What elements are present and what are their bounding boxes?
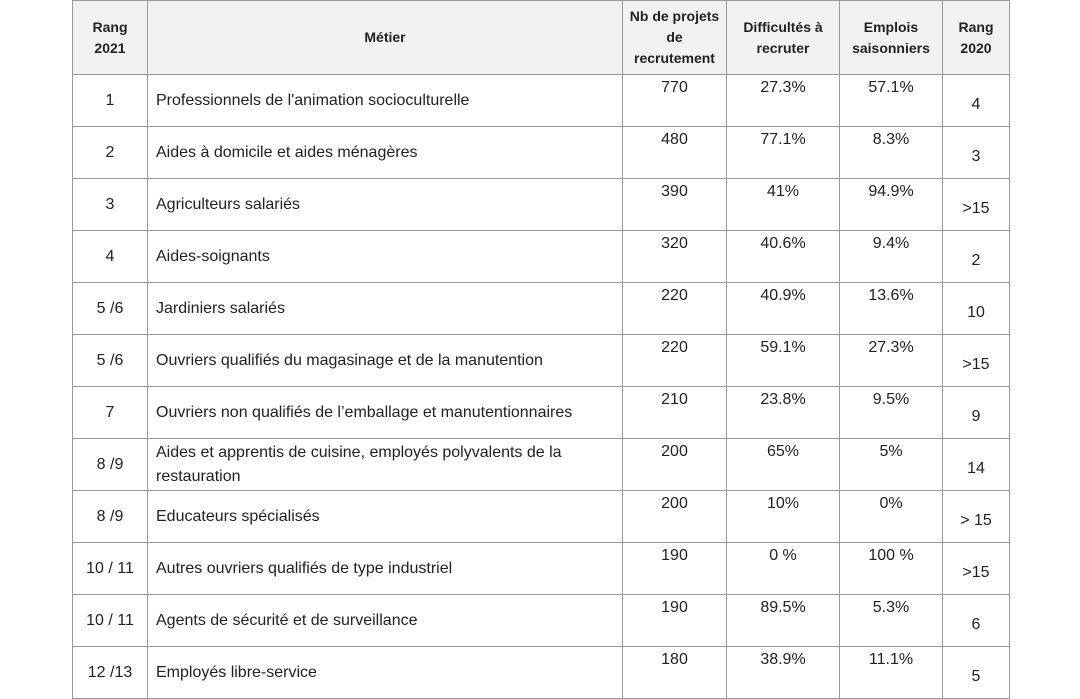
cell-metier: Agents de sécurité et de surveillance — [148, 595, 623, 647]
cell-nb-projets: 200 — [623, 439, 727, 491]
cell-nb-projets: 480 — [623, 127, 727, 179]
cell-rang-2020: 2 — [943, 231, 1010, 283]
header-emplois-saisonniers: Emplois saisonniers — [840, 1, 943, 75]
cell-difficultes: 89.5% — [727, 595, 840, 647]
cell-difficultes: 27.3% — [727, 75, 840, 127]
header-metier: Métier — [148, 1, 623, 75]
cell-nb-projets: 390 — [623, 179, 727, 231]
cell-nb-projets: 210 — [623, 387, 727, 439]
cell-emplois-saisonniers: 5% — [840, 439, 943, 491]
table-row — [73, 543, 1010, 595]
cell-rang-2020: 9 — [943, 387, 1010, 439]
cell-rang-2021: 8 /9 — [73, 439, 148, 491]
table-row — [73, 179, 1010, 231]
cell-rang-2020: 3 — [943, 127, 1010, 179]
table-body — [73, 75, 1010, 699]
cell-difficultes: 0 % — [727, 543, 840, 595]
cell-emplois-saisonniers: 11.1% — [840, 647, 943, 699]
table-row — [73, 75, 1010, 127]
cell-metier: Ouvriers qualifiés du magasinage et de la manutention — [148, 335, 623, 387]
table-row — [73, 231, 1010, 283]
table-row — [73, 439, 1010, 491]
cell-nb-projets: 220 — [623, 283, 727, 335]
cell-rang-2020: 6 — [943, 595, 1010, 647]
cell-rang-2020: 5 — [943, 647, 1010, 699]
table-row — [73, 595, 1010, 647]
cell-difficultes: 77.1% — [727, 127, 840, 179]
cell-emplois-saisonniers: 5.3% — [840, 595, 943, 647]
cell-metier: Aides-soignants — [148, 231, 623, 283]
cell-rang-2020: >15 — [943, 179, 1010, 231]
cell-rang-2021: 10 / 11 — [73, 543, 148, 595]
cell-rang-2020: 4 — [943, 75, 1010, 127]
cell-nb-projets: 180 — [623, 647, 727, 699]
cell-difficultes: 40.6% — [727, 231, 840, 283]
table-row — [73, 127, 1010, 179]
cell-emplois-saisonniers: 57.1% — [840, 75, 943, 127]
table-row — [73, 283, 1010, 335]
cell-rang-2021: 8 /9 — [73, 491, 148, 543]
cell-metier: Educateurs spécialisés — [148, 491, 623, 543]
header-nb-projets: Nb de projets de recrutement — [623, 1, 727, 75]
cell-rang-2021: 3 — [73, 179, 148, 231]
cell-rang-2021: 4 — [73, 231, 148, 283]
cell-metier: Aides et apprentis de cuisine, employés polyvalents de la restauration — [148, 439, 623, 491]
cell-rang-2021: 5 /6 — [73, 283, 148, 335]
cell-metier: Agriculteurs salariés — [148, 179, 623, 231]
cell-rang-2020: 10 — [943, 283, 1010, 335]
cell-nb-projets: 190 — [623, 595, 727, 647]
header-difficultes: Difficultés à recruter — [727, 1, 840, 75]
cell-difficultes: 38.9% — [727, 647, 840, 699]
cell-emplois-saisonniers: 9.5% — [840, 387, 943, 439]
cell-rang-2021: 1 — [73, 75, 148, 127]
cell-difficultes: 23.8% — [727, 387, 840, 439]
cell-emplois-saisonniers: 100 % — [840, 543, 943, 595]
cell-rang-2021: 7 — [73, 387, 148, 439]
cell-rang-2021: 5 /6 — [73, 335, 148, 387]
cell-metier: Ouvriers non qualifiés de l’emballage et manutentionnaires — [148, 387, 623, 439]
header-rang-2021: Rang 2021 — [73, 1, 148, 75]
cell-rang-2020: >15 — [943, 335, 1010, 387]
cell-emplois-saisonniers: 27.3% — [840, 335, 943, 387]
cell-difficultes: 65% — [727, 439, 840, 491]
cell-metier: Aides à domicile et aides ménagères — [148, 127, 623, 179]
table-row — [73, 387, 1010, 439]
header-row — [73, 1, 1010, 75]
cell-nb-projets: 200 — [623, 491, 727, 543]
table-row — [73, 647, 1010, 699]
cell-emplois-saisonniers: 9.4% — [840, 231, 943, 283]
cell-difficultes: 40.9% — [727, 283, 840, 335]
cell-metier: Jardiniers salariés — [148, 283, 623, 335]
cell-emplois-saisonniers: 94.9% — [840, 179, 943, 231]
cell-rang-2020: >15 — [943, 543, 1010, 595]
cell-rang-2020: 14 — [943, 439, 1010, 491]
header-rang-2020: Rang 2020 — [943, 1, 1010, 75]
cell-nb-projets: 220 — [623, 335, 727, 387]
cell-difficultes: 41% — [727, 179, 840, 231]
cell-difficultes: 59.1% — [727, 335, 840, 387]
table-row — [73, 335, 1010, 387]
recruitment-table — [72, 0, 1010, 699]
table-header — [73, 1, 1010, 75]
cell-emplois-saisonniers: 0% — [840, 491, 943, 543]
table-row — [73, 491, 1010, 543]
cell-metier: Professionnels de l'animation socioculturelle — [148, 75, 623, 127]
cell-metier: Autres ouvriers qualifiés de type industriel — [148, 543, 623, 595]
cell-metier: Employés libre-service — [148, 647, 623, 699]
cell-rang-2021: 10 / 11 — [73, 595, 148, 647]
cell-nb-projets: 770 — [623, 75, 727, 127]
cell-difficultes: 10% — [727, 491, 840, 543]
cell-nb-projets: 190 — [623, 543, 727, 595]
cell-rang-2021: 12 /13 — [73, 647, 148, 699]
cell-rang-2020: > 15 — [943, 491, 1010, 543]
cell-emplois-saisonniers: 8.3% — [840, 127, 943, 179]
cell-emplois-saisonniers: 13.6% — [840, 283, 943, 335]
cell-nb-projets: 320 — [623, 231, 727, 283]
cell-rang-2021: 2 — [73, 127, 148, 179]
